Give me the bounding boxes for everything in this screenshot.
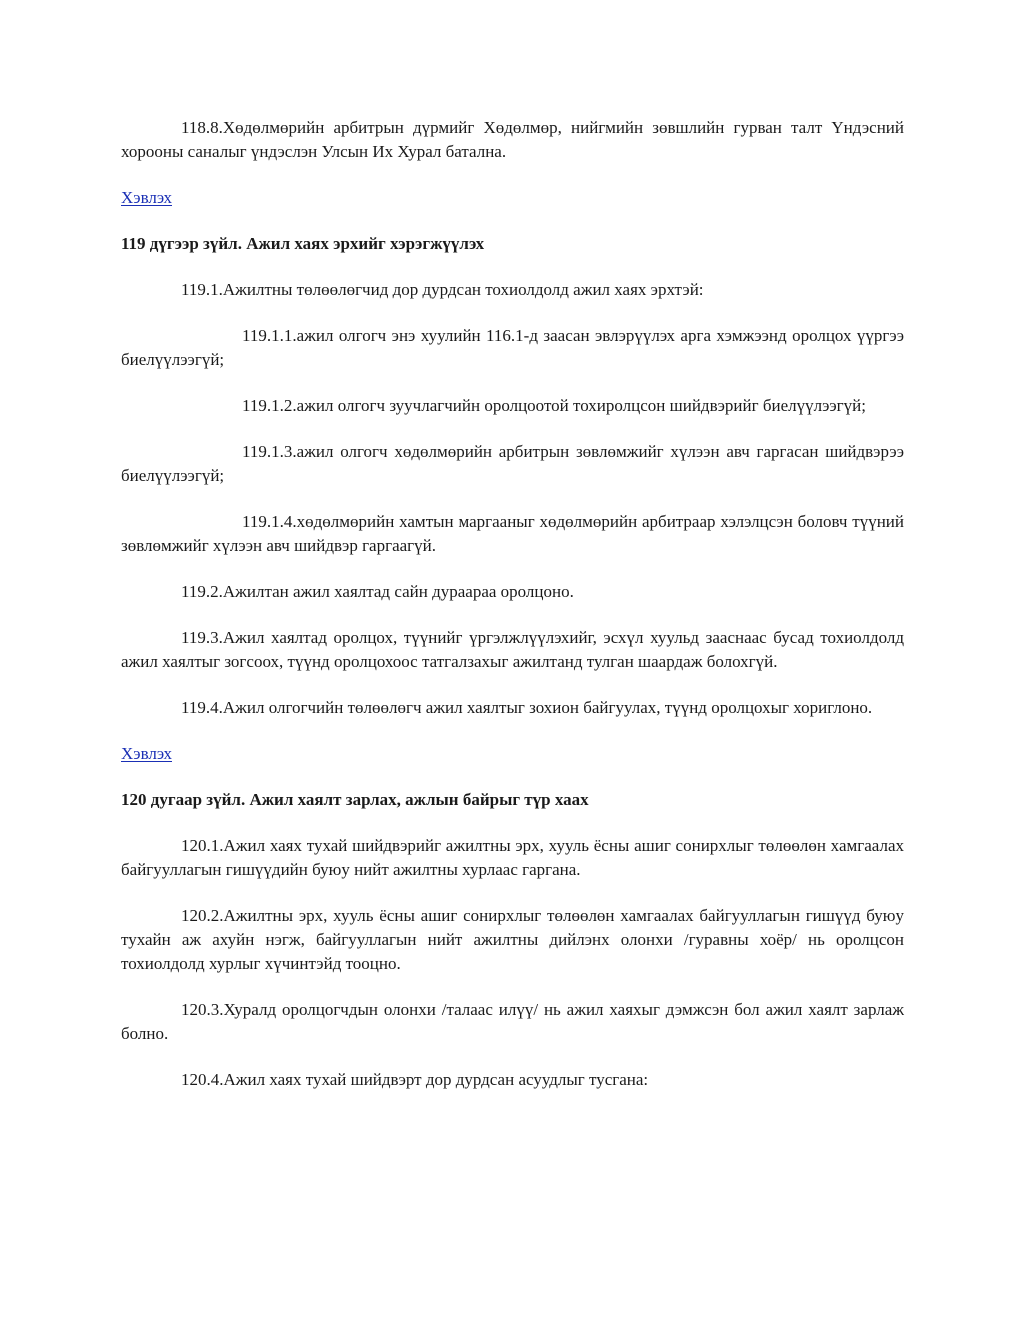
article-120-heading: 120 дугаар зүйл. Ажил хаялт зарлах, ажлын байрыг түр хаах [121,790,589,809]
paragraph-119-1: 119.1.Ажилтны төлөөлөгчид дор дурдсан тохиолдолд ажил хаях эрхтэй: [181,280,704,299]
paragraph-119-4: 119.4.Ажил олгогчийн төлөөлөгч ажил хаялтыг зохион байгуулах, түүнд оролцохыг хориглоно. [181,698,873,717]
paragraph-118-8: 118.8.Хөдөлмөрийн арбитрын дүрмийг Хөдөлмөр, нийгмийн зөвшлийн гурван талт Үндэсний хорооны саналыг үндэслэн Улсын Их Хурал батална. [121,118,904,161]
print-link[interactable]: Хэвлэх [121,744,172,763]
paragraph-119-1-3: 119.1.3.ажил олгогч хөдөлмөрийн арбитрын зөвлөмжийг хүлээн авч гаргасан шийдвэрээ биелүүлээгүй; [121,442,904,485]
document-page [121,116,904,1092]
paragraph-120-1: 120.1.Ажил хаях тухай шийдвэрийг ажилтны эрх, хууль ёсны ашиг сонирхлыг төлөөлөн хамгаалах байгууллагын гишүүдийн буюу нийт ажилтны хурлаас гаргана. [121,836,904,879]
paragraph-120-2: 120.2.Ажилтны эрх, хууль ёсны ашиг сонирхлыг төлөөлөн хамгаалах байгууллагын гишүүд буюу тухайн аж ахуйн нэгж, байгууллагын нийт ажилтны дийлэнх олонхи /гуравны хоёр/ нь оролцсон тохиолдолд хурлыг хүчинтэйд тооцно. [121,906,904,973]
paragraph-119-2: 119.2.Ажилтан ажил хаялтад сайн дураараа оролцоно. [181,582,574,601]
paragraph-119-3: 119.3.Ажил хаялтад оролцох, түүнийг үргэлжлүүлэхийг, эсхүл хуульд зааснаас бусад тохиолдолд ажил хаялтыг зогсоох, түүнд оролцохоос татгалзахыг ажилтанд тулган шаардаж болохгүй. [121,628,904,671]
print-link-container-1 [121,186,904,210]
paragraph-119-1-1: 119.1.1.ажил олгогч энэ хуулийн 116.1-д заасан эвлэрүүлэх арга хэмжээнд оролцох үүргээ биелүүлээгүй; [121,326,904,369]
article-119-heading: 119 дүгээр зүйл. Ажил хаях эрхийг хэрэгжүүлэх [121,234,485,253]
paragraph-120-3: 120.3.Хуралд оролцогчдын олонхи /талаас илүү/ нь ажил хаяхыг дэмжсэн бол ажил хаялт зарлаж болно. [121,1000,904,1043]
print-link[interactable]: Хэвлэх [121,188,172,207]
paragraph-119-1-4: 119.1.4.хөдөлмөрийн хамтын маргааныг хөдөлмөрийн арбитраар хэлэлцсэн боловч түүний зөвлөмжийг хүлээн авч шийдвэр гаргаагүй. [121,512,904,555]
paragraph-119-1-2: 119.1.2.ажил олгогч зуучлагчийн оролцоотой тохиролцсон шийдвэрийг биелүүлээгүй; [242,396,866,415]
paragraph-120-4: 120.4.Ажил хаях тухай шийдвэрт дор дурдсан асуудлыг тусгана: [181,1070,649,1089]
print-link-container-2 [121,742,904,766]
